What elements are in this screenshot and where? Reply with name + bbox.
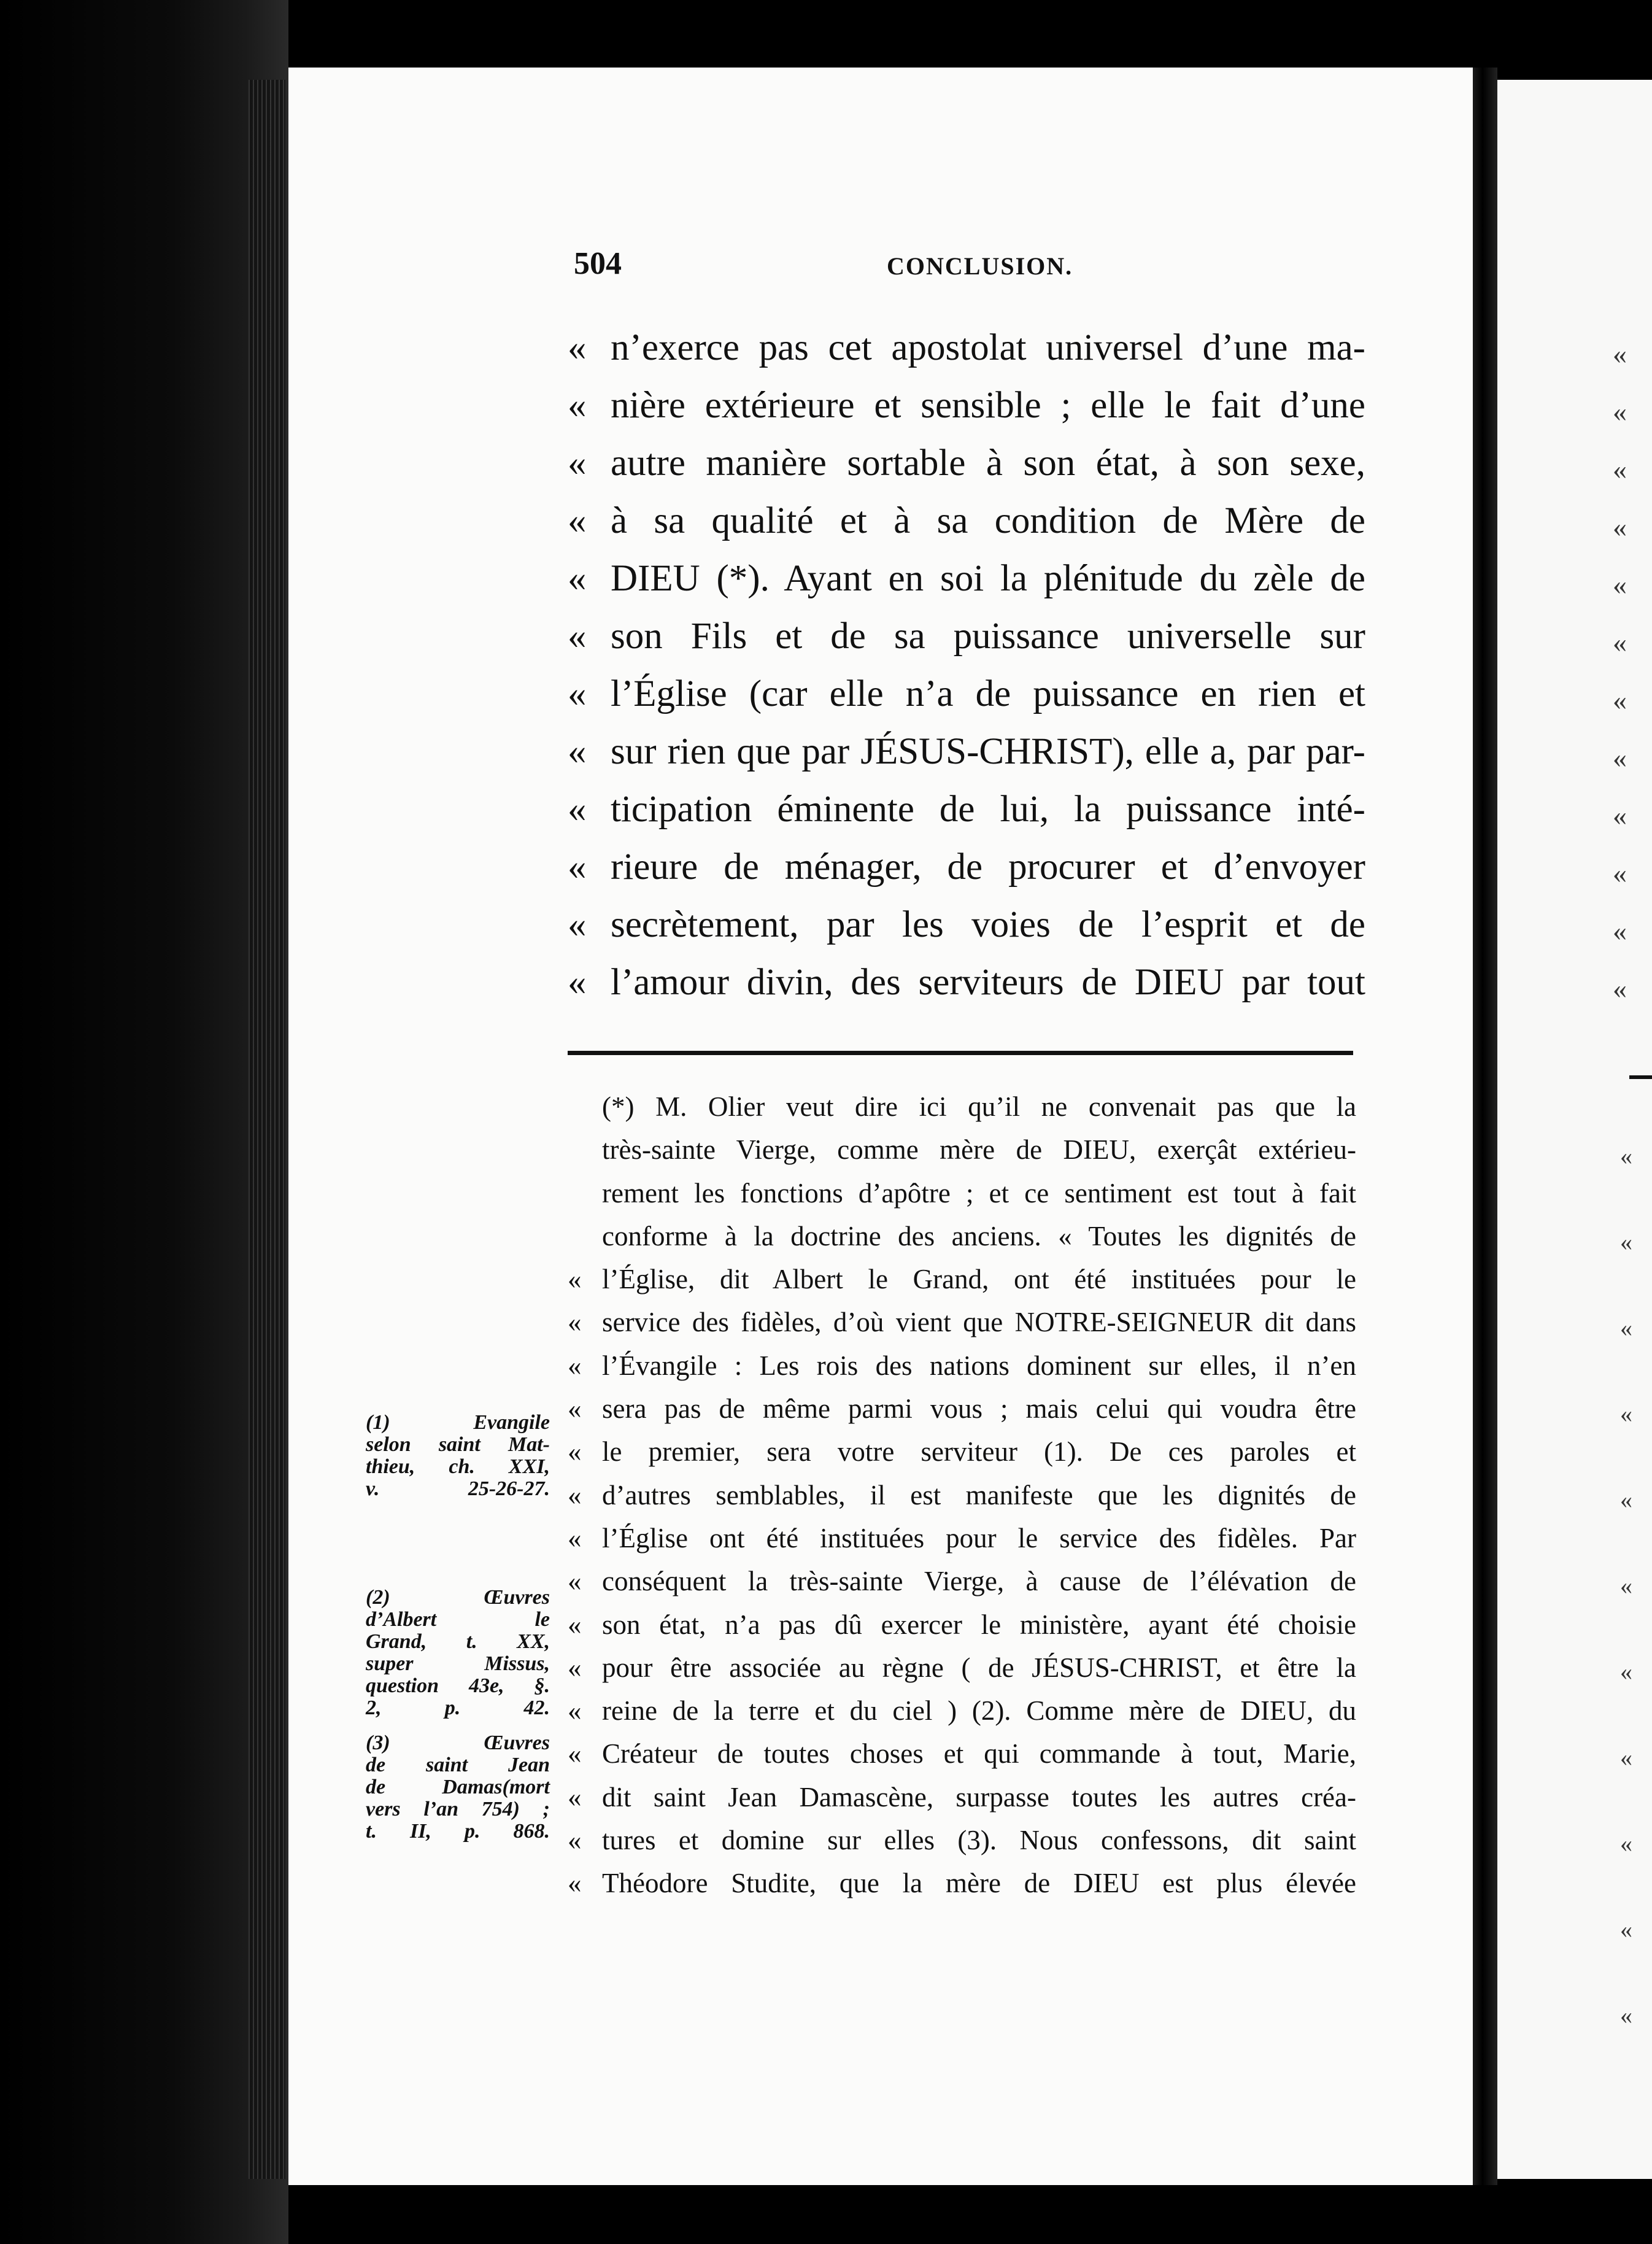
adjacent-quote-mark: « xyxy=(1620,1658,1632,1685)
quote-mark: « xyxy=(568,1695,582,1727)
adjacent-quote-mark: « xyxy=(1613,857,1627,889)
adjacent-quote-mark: « xyxy=(1620,1830,1632,1857)
quote-mark: « xyxy=(568,846,587,888)
adjacent-quote-mark: « xyxy=(1620,2002,1632,2029)
quote-mark: « xyxy=(568,616,587,657)
margin-note-text: de saint Jean xyxy=(366,1754,550,1776)
margin-note-text: de Damas(mort xyxy=(366,1776,550,1798)
adjacent-quote-mark: « xyxy=(1613,569,1627,600)
line-text: autre manière sortable à son état, à son sexe, xyxy=(611,443,1365,484)
line-text: reine de la terre et du ciel ) (2). Comme mère de DIEU, du xyxy=(602,1695,1356,1727)
adjacent-quote-mark: « xyxy=(1613,800,1627,831)
adjacent-quote-mark: « xyxy=(1613,338,1627,369)
margin-note-line xyxy=(366,1798,550,1820)
quote-mark: « xyxy=(568,1609,582,1640)
quote-mark: « xyxy=(568,731,587,772)
line-text: le premier, sera votre serviteur (1). De ces paroles et xyxy=(602,1436,1356,1468)
footnote-line xyxy=(568,1689,1356,1732)
quote-mark: « xyxy=(568,385,587,426)
quote-mark: « xyxy=(568,558,587,599)
page-gutter xyxy=(1473,68,1497,2185)
line-text: sera pas de même parmi vous ; mais celui qui voudra être xyxy=(602,1393,1356,1425)
margin-note-line xyxy=(366,1412,550,1434)
margin-note-text: vers l’an 754) ; xyxy=(366,1798,550,1820)
quote-mark xyxy=(568,1128,602,1171)
margin-note-line xyxy=(366,1434,550,1456)
margin-note-text: question 43e, §. xyxy=(366,1674,550,1697)
margin-note-line xyxy=(366,1697,550,1719)
footnote-line xyxy=(568,1258,1356,1301)
footnote-line xyxy=(568,1862,1356,1905)
margin-note-line xyxy=(366,1754,550,1776)
margin-note-line xyxy=(366,1732,550,1754)
margin-note-3 xyxy=(366,1732,550,1843)
adjacent-quote-mark: « xyxy=(1620,1486,1632,1514)
quote-mark: « xyxy=(568,1350,582,1381)
quote-mark: « xyxy=(568,1781,582,1813)
footnote-line xyxy=(568,1344,1356,1387)
quote-mark: « xyxy=(568,1307,582,1338)
quote-mark: « xyxy=(568,962,587,1003)
footnote-line xyxy=(568,1085,1356,1128)
quote-mark: « xyxy=(568,904,587,945)
adjacent-quote-mark: « xyxy=(1613,396,1627,427)
adjacent-quote-mark: « xyxy=(1613,627,1627,658)
footnote-line xyxy=(568,1732,1356,1775)
footnote-line xyxy=(568,1560,1356,1603)
quote-mark: « xyxy=(568,327,587,368)
line-text: conséquent la très-sainte Vierge, à cause de l’élévation de xyxy=(602,1566,1356,1597)
line-text: Théodore Studite, que la mère de DIEU est plus élevée xyxy=(602,1868,1356,1899)
margin-note-1 xyxy=(366,1412,550,1500)
margin-note-text: (3) Œuvres xyxy=(366,1731,550,1754)
footnote-line xyxy=(568,1603,1356,1646)
line-text: l’Évangile : Les rois des nations dominent sur elles, il n’en xyxy=(602,1350,1356,1381)
adjacent-quote-mark: « xyxy=(1613,511,1627,543)
line-text: pour être associée au règne ( de JÉSUS-CHRIST, et être la xyxy=(602,1652,1356,1683)
text-line xyxy=(568,435,1365,492)
margin-note-line xyxy=(366,1609,550,1631)
quote-mark: « xyxy=(568,443,587,484)
margin-note-2 xyxy=(366,1587,550,1719)
line-text: l’amour divin, des serviteurs de DIEU par tout xyxy=(611,962,1365,1003)
margin-note-text: d’Albert le xyxy=(366,1608,550,1631)
adjacent-quote-mark: « xyxy=(1613,684,1627,716)
adjacent-quote-mark: « xyxy=(1620,1916,1632,1943)
footnote-block xyxy=(568,1085,1356,1905)
adjacent-quote-mark: « xyxy=(1613,742,1627,773)
text-line xyxy=(568,492,1365,550)
margin-note-text: Grand, t. XX, xyxy=(366,1630,550,1653)
text-line xyxy=(568,608,1365,665)
line-text: rement les fonctions d’apôtre ; et ce sentiment est tout à fait xyxy=(602,1177,1356,1209)
main-text-block xyxy=(568,319,1365,1012)
margin-note-line xyxy=(366,1631,550,1653)
text-line xyxy=(568,665,1365,723)
page-edges xyxy=(249,80,285,2179)
margin-note-line xyxy=(366,1776,550,1798)
quote-mark: « xyxy=(568,500,587,541)
margin-note-text: selon saint Mat- xyxy=(366,1433,550,1456)
text-line xyxy=(568,781,1365,838)
margin-note-text: t. II, p. 868. xyxy=(366,1820,550,1843)
quote-mark: « xyxy=(568,1738,582,1770)
margin-note-line xyxy=(366,1456,550,1478)
margin-note-text: super Missus, xyxy=(366,1652,550,1675)
quote-mark: « xyxy=(568,1652,582,1683)
adjacent-page-rule xyxy=(1629,1075,1652,1079)
line-text: l’Église (car elle n’a de puissance en rien et xyxy=(611,673,1365,714)
line-text: tures et domine sur elles (3). Nous confessons, dit saint xyxy=(602,1825,1356,1856)
footnote-line xyxy=(568,1301,1356,1344)
footnote-line xyxy=(568,1387,1356,1430)
line-text: son Fils et de sa puissance universelle sur xyxy=(611,616,1365,657)
margin-note-text: (2) Œuvres xyxy=(366,1586,550,1609)
adjacent-quote-mark: « xyxy=(1613,454,1627,485)
line-text: Créateur de toutes choses et qui commande à tout, Marie, xyxy=(602,1738,1356,1770)
footnote-line xyxy=(568,1430,1356,1473)
text-line xyxy=(568,838,1365,896)
adjacent-quote-mark: « xyxy=(1620,1400,1632,1428)
adjacent-quote-mark: « xyxy=(1613,915,1627,946)
quote-mark: « xyxy=(568,1868,582,1899)
footnote-line xyxy=(568,1172,1356,1215)
adjacent-quote-mark: « xyxy=(1620,1572,1632,1600)
line-text: nière extérieure et sensible ; elle le fait d’une xyxy=(611,385,1365,426)
text-line xyxy=(568,896,1365,954)
page-header xyxy=(574,246,1353,295)
margin-note-text: v. 25-26-27. xyxy=(366,1477,550,1500)
book-spine-shadow xyxy=(0,0,288,2244)
quote-mark xyxy=(568,1215,602,1258)
margin-note-line xyxy=(366,1587,550,1609)
adjacent-quote-mark: « xyxy=(1620,1142,1632,1170)
footnote-line xyxy=(568,1215,1356,1258)
margin-note-line xyxy=(366,1820,550,1843)
margin-note-text: (1) Evangile xyxy=(366,1411,550,1434)
quote-mark: « xyxy=(568,1566,582,1597)
text-line xyxy=(568,954,1365,1012)
line-text: à sa qualité et à sa condition de Mère de xyxy=(611,500,1365,541)
line-text: d’autres semblables, il est manifeste que les dignités de xyxy=(602,1479,1356,1511)
footnote-line xyxy=(568,1517,1356,1560)
line-text: secrètement, par les voies de l’esprit et de xyxy=(611,904,1365,945)
line-text: dit saint Jean Damascène, surpasse toutes les autres créa- xyxy=(602,1781,1356,1813)
line-text: n’exerce pas cet apostolat universel d’une ma- xyxy=(611,327,1365,368)
line-text: ticipation éminente de lui, la puissance inté- xyxy=(611,789,1365,830)
footnote-line xyxy=(568,1819,1356,1862)
footnote-line xyxy=(568,1646,1356,1689)
text-line xyxy=(568,377,1365,435)
quote-mark xyxy=(568,1085,602,1128)
line-text: DIEU (*). Ayant en soi la plénitude du zèle de xyxy=(611,558,1365,599)
line-text: rieure de ménager, de procurer et d’envoyer xyxy=(611,846,1365,888)
quote-mark: « xyxy=(568,1264,582,1295)
adjacent-quote-mark: « xyxy=(1620,1314,1632,1342)
quote-mark: « xyxy=(568,1436,582,1468)
line-text: (*) M. Olier veut dire ici qu’il ne convenait pas que la xyxy=(602,1091,1356,1122)
margin-note-text: thieu, ch. XXI, xyxy=(366,1455,550,1478)
quote-mark: « xyxy=(568,789,587,830)
line-text: conforme à la doctrine des anciens. « Toutes les dignités de xyxy=(602,1220,1356,1252)
quote-mark: « xyxy=(568,1825,582,1856)
quote-mark: « xyxy=(568,1479,582,1511)
quote-mark: « xyxy=(568,1522,582,1553)
running-title: CONCLUSION. xyxy=(887,252,1073,280)
footnote-line xyxy=(568,1776,1356,1819)
adjacent-quote-mark: « xyxy=(1620,1744,1632,1771)
adjacent-quote-mark: « xyxy=(1613,973,1627,1004)
line-text: très-sainte Vierge, comme mère de DIEU, exerçât extérieu- xyxy=(602,1134,1356,1166)
text-line xyxy=(568,550,1365,608)
quote-mark xyxy=(568,1172,602,1215)
quote-mark: « xyxy=(568,1393,582,1425)
footnote-line xyxy=(568,1474,1356,1517)
text-line xyxy=(568,723,1365,781)
line-text: l’Église, dit Albert le Grand, ont été instituées pour le xyxy=(602,1264,1356,1295)
margin-note-line xyxy=(366,1478,550,1500)
margin-note-line xyxy=(366,1675,550,1697)
adjacent-quote-mark: « xyxy=(1620,1228,1632,1256)
text-line xyxy=(568,319,1365,377)
line-text: sur rien que par JÉSUS-CHRIST), elle a, par par- xyxy=(611,731,1365,772)
quote-mark: « xyxy=(568,673,587,714)
adjacent-page xyxy=(1497,80,1652,2179)
page-number: 504 xyxy=(574,246,622,281)
footnote-separator-rule xyxy=(568,1051,1353,1055)
line-text: l’Église ont été instituées pour le service des fidèles. Par xyxy=(602,1522,1356,1553)
footnote-line xyxy=(568,1128,1356,1171)
line-text: son état, n’a pas dû exercer le ministère, ayant été choisie xyxy=(602,1609,1356,1640)
margin-note-line xyxy=(366,1653,550,1675)
margin-note-text: 2, p. 42. xyxy=(366,1697,550,1719)
line-text: service des fidèles, d’où vient que NOTRE-SEIGNEUR dit dans xyxy=(602,1307,1356,1338)
